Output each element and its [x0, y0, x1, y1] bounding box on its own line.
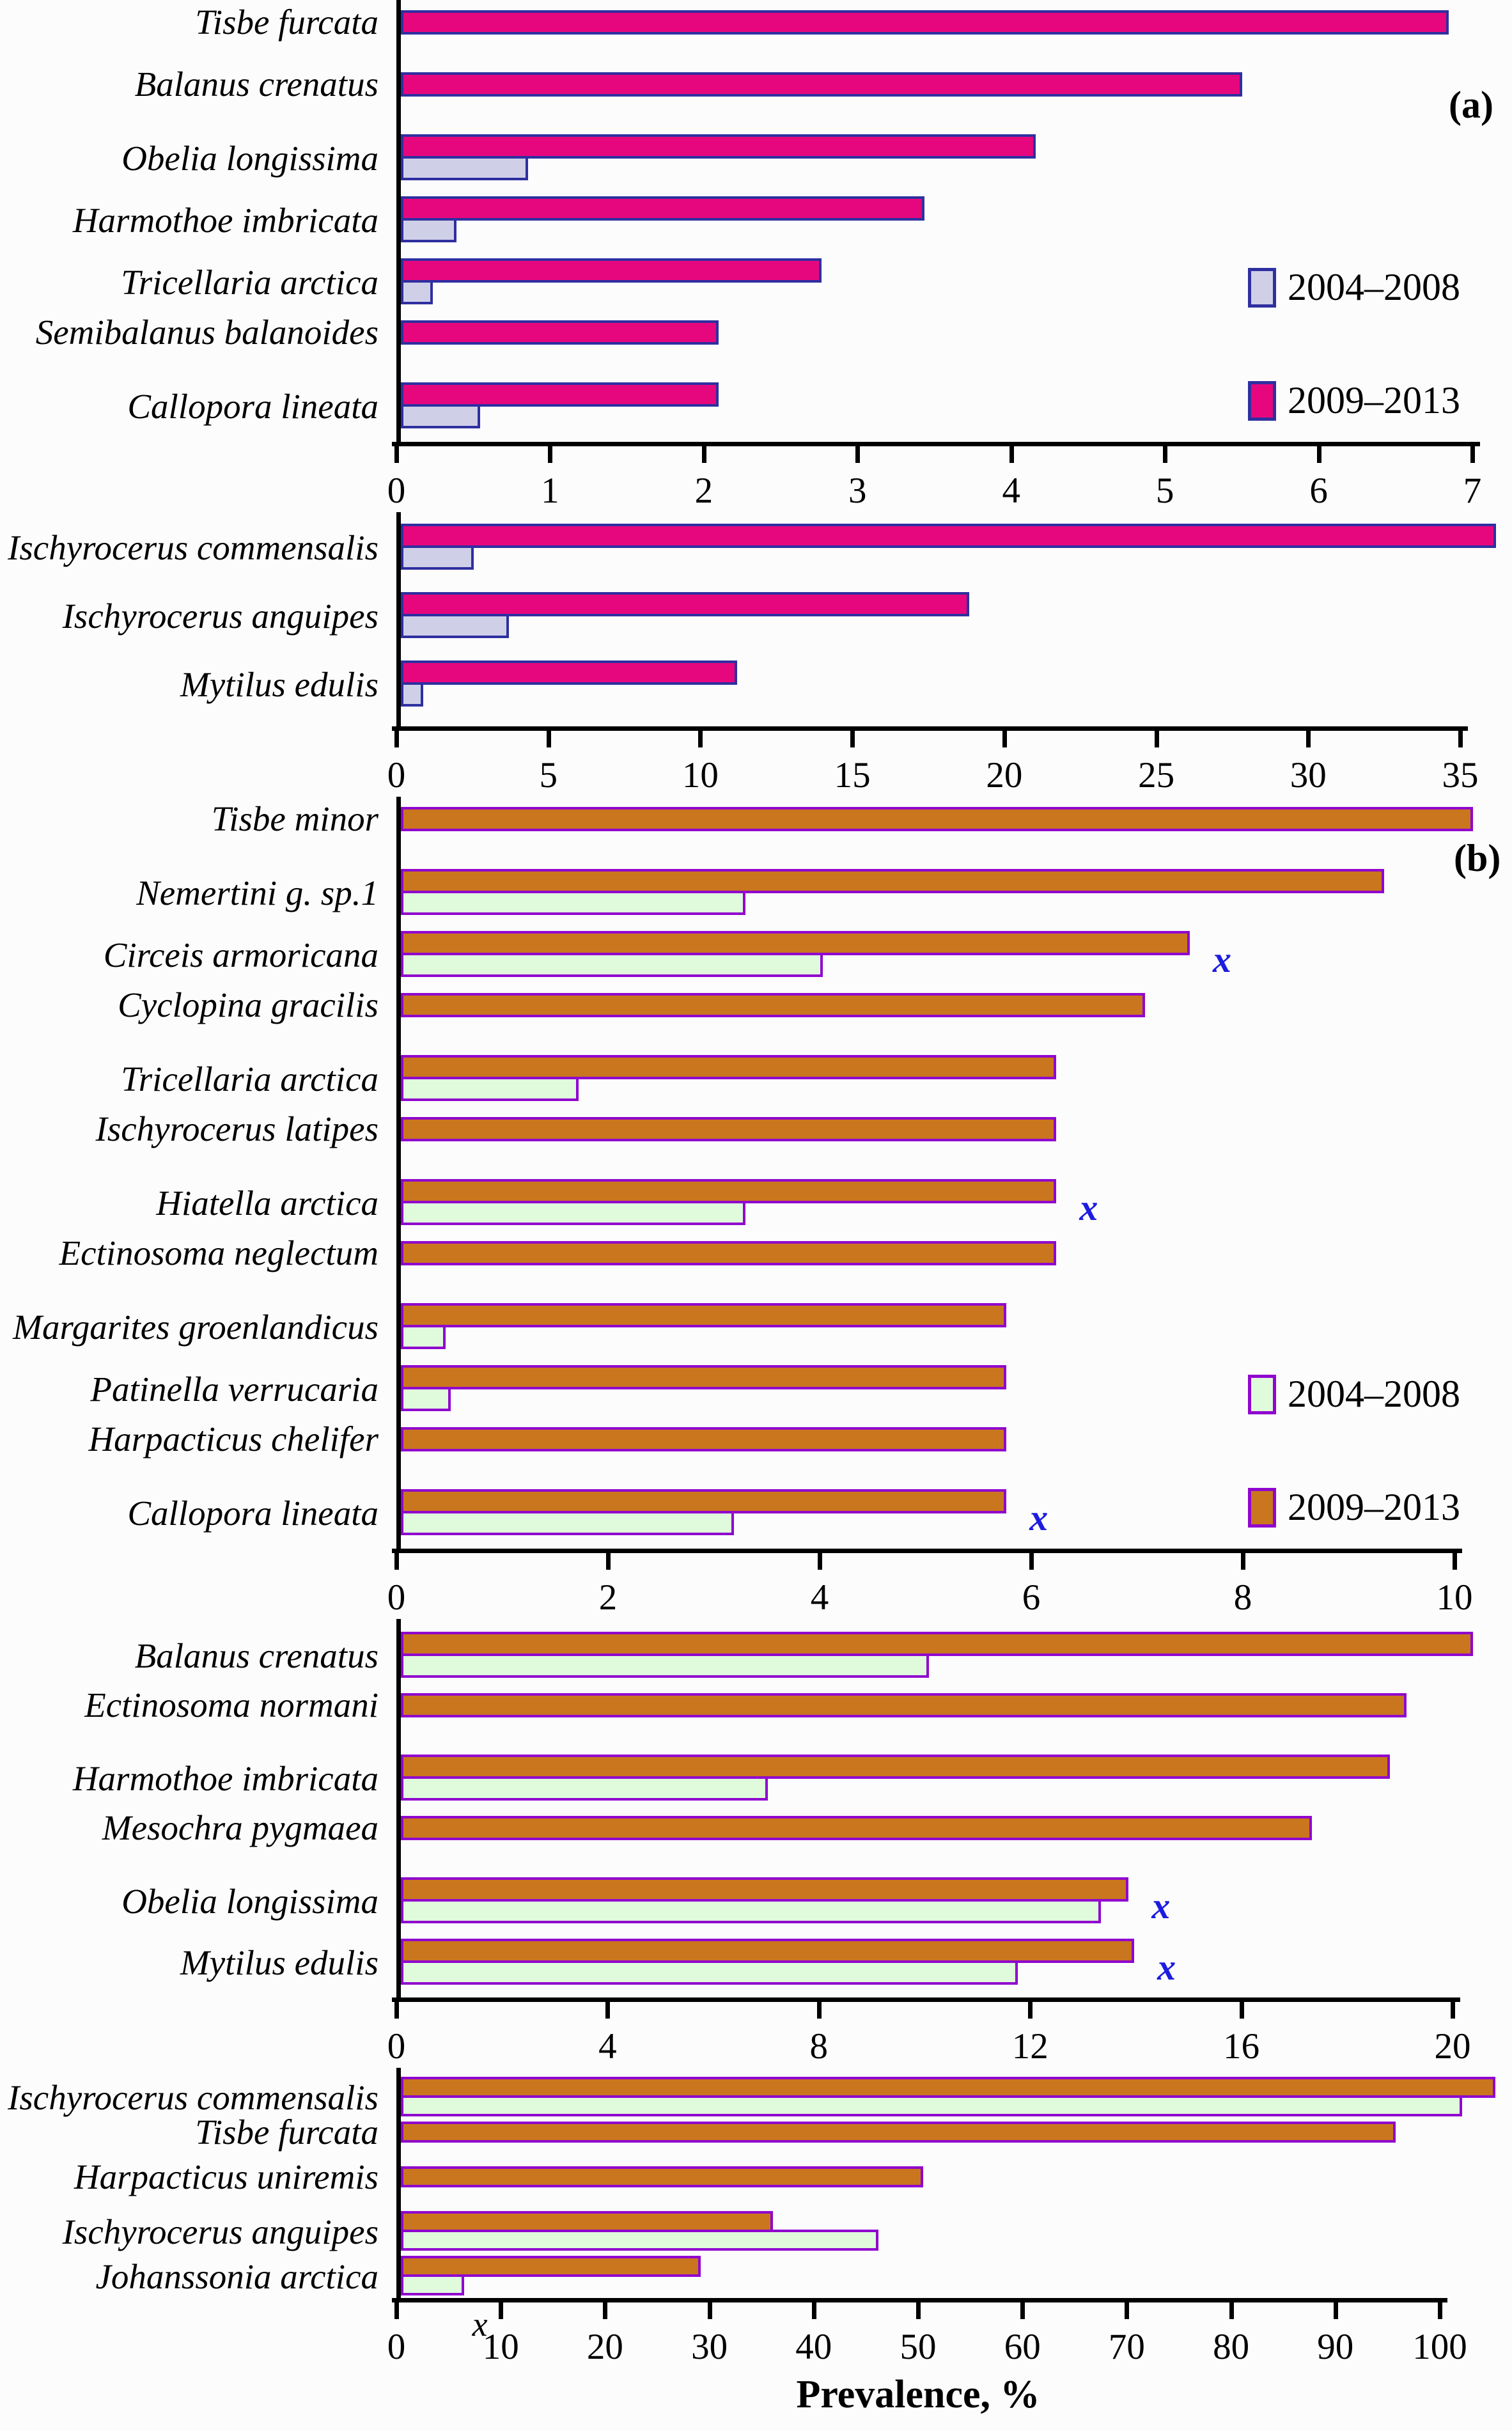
x-axis-tick — [1163, 446, 1167, 463]
category-row — [62, 590, 1512, 658]
x-axis-tick-label: 4 — [1002, 471, 1020, 511]
significance-x-marker: x — [1151, 1885, 1171, 1927]
x-axis-line — [392, 1549, 1462, 1553]
category-label: Ischyrocerus commensalis — [8, 2078, 378, 2118]
category-row — [95, 1109, 1512, 1176]
x-axis-tick — [855, 446, 860, 463]
category-row — [84, 1685, 1512, 1752]
x-axis-tick — [605, 2002, 610, 2019]
legend-a1 — [1248, 265, 1460, 423]
bar-2004-2008 — [401, 280, 433, 304]
bar-2009-2013 — [401, 1303, 1006, 1327]
bar-group — [401, 196, 1512, 245]
x-axis-b1 — [387, 1549, 1512, 1619]
bar-2004-2008 — [401, 545, 474, 570]
x-axis-tick — [708, 2302, 712, 2319]
x-axis-tick-label: 2 — [598, 1577, 618, 1618]
bar-group — [401, 524, 1512, 572]
bar-group — [401, 2256, 1512, 2298]
x-axis-tick — [547, 731, 551, 747]
legend-label: 2009–2013 — [1288, 379, 1460, 421]
x-axis-tick-label: 6 — [1309, 471, 1328, 511]
bar-group — [401, 134, 1512, 183]
bar-group — [401, 2077, 1512, 2119]
bar-group — [401, 1816, 1512, 1840]
category-label: Tisbe furcata — [195, 2112, 378, 2152]
x-axis-tick — [548, 446, 552, 463]
category-label: Circeis armoricana — [103, 935, 378, 975]
chart-b1 — [0, 797, 1512, 1619]
x-axis-tick-label: 7 — [1463, 471, 1482, 511]
chart-b3 — [0, 2068, 1512, 2418]
bar-2004-2008 — [401, 614, 509, 638]
bar-2004-2008 — [401, 1077, 579, 1101]
axis-x-annotation: x — [472, 2305, 488, 2343]
bar-group — [401, 1179, 1512, 1228]
bar-group — [401, 869, 1512, 918]
x-axis-tick-label: 15 — [834, 755, 871, 795]
bar-group — [401, 10, 1512, 35]
bar-group — [401, 2166, 1512, 2187]
category-label: Harpacticus uniremis — [74, 2157, 378, 2196]
bar-2009-2013 — [401, 1427, 1006, 1451]
bar-2004-2008 — [401, 1776, 768, 1801]
x-axis-tick — [603, 2302, 607, 2319]
bar-group — [401, 2122, 1512, 2143]
x-axis-line — [392, 2298, 1447, 2302]
bar-2004-2008 — [401, 156, 528, 180]
bar-2009-2013 — [401, 592, 969, 616]
bar-2009-2013 — [401, 10, 1449, 35]
x-axis-tick — [817, 2002, 822, 2019]
bar-2004-2008 — [401, 1653, 929, 1678]
category-label: Tricellaria arctica — [121, 263, 378, 302]
x-axis-tick-label: 20 — [986, 755, 1023, 795]
bar-2009-2013 — [401, 196, 924, 221]
bar-group — [401, 72, 1512, 97]
chart-b2 — [0, 1619, 1512, 2068]
x-axis-tick-label: 40 — [795, 2327, 832, 2367]
legend-label: 2004–2008 — [1288, 266, 1460, 308]
x-axis-tick-label: 30 — [1290, 755, 1327, 795]
significance-x-marker: x — [1029, 1497, 1048, 1538]
category-row — [8, 521, 1512, 590]
bar-2009-2013 — [401, 931, 1190, 955]
x-axis-tick-label: 70 — [1108, 2327, 1145, 2367]
x-axis-tick — [1009, 446, 1014, 463]
x-axis-tick — [850, 731, 855, 747]
x-axis-tick — [394, 2302, 399, 2319]
category-label: Ischyrocerus anguipes — [62, 2212, 378, 2252]
x-axis-tick-label: 8 — [1233, 1577, 1252, 1618]
category-row — [8, 2074, 1512, 2119]
plot-area-a2 — [8, 512, 1512, 726]
panel-label-a1: (a) — [1449, 84, 1493, 126]
category-row — [121, 132, 1512, 194]
bar-group — [401, 1303, 1512, 1352]
x-axis-tick — [1453, 1553, 1457, 1570]
x-axis-tick-label: 90 — [1317, 2327, 1354, 2367]
x-axis-tick — [499, 2302, 503, 2319]
plot-area-b2 — [72, 1619, 1512, 1997]
panel-label-b1: (b) — [1454, 837, 1501, 879]
x-axis-tick — [1334, 2302, 1338, 2319]
bar-group — [401, 661, 1512, 709]
x-axis-tick-label: 0 — [387, 471, 406, 511]
bar-2009-2013 — [401, 1755, 1390, 1779]
x-axis-tick — [1451, 2002, 1455, 2019]
x-axis-a1 — [387, 442, 1512, 512]
bar-2009-2013 — [401, 1489, 1006, 1513]
x-axis-tick — [1125, 2302, 1129, 2319]
category-row — [156, 1176, 1512, 1239]
category-row — [74, 2157, 1512, 2208]
bar-2004-2008 — [401, 1960, 1018, 1985]
bar-2004-2008 — [401, 2095, 1462, 2116]
x-axis-tick-label: 0 — [387, 2026, 406, 2067]
legend-swatch-2004-2008 — [1248, 268, 1276, 308]
category-row — [195, 3, 1512, 70]
x-axis-b2 — [387, 1997, 1512, 2068]
x-axis-tick — [1438, 2302, 1442, 2319]
x-axis-tick — [818, 1553, 822, 1570]
x-axis-tick-label: 10 — [482, 2327, 519, 2367]
legend-b1 — [1248, 1372, 1460, 1529]
x-axis-tick-label: 0 — [387, 755, 406, 795]
x-axis-tick-label: 80 — [1213, 2327, 1250, 2367]
bar-2009-2013 — [401, 134, 1036, 159]
bar-group — [401, 1241, 1512, 1265]
x-axis-tick-label: 1 — [541, 471, 559, 511]
x-axis-tick-label: 10 — [1436, 1577, 1473, 1618]
bar-2009-2013 — [401, 1055, 1056, 1079]
legend-item — [1248, 379, 1460, 423]
bar-group — [401, 1755, 1512, 1803]
bar-2004-2008 — [401, 1387, 451, 1411]
category-row — [13, 1301, 1512, 1363]
x-axis-tick-label: 60 — [1004, 2327, 1041, 2367]
category-label: Callopora lineata — [127, 387, 378, 426]
legend-swatch-2009-2013 — [1248, 1488, 1276, 1528]
bar-2004-2008 — [401, 891, 745, 915]
bar-group — [401, 592, 1512, 641]
category-row — [121, 1875, 1512, 1936]
category-row — [136, 866, 1512, 928]
x-axis-tick — [1458, 731, 1463, 747]
bar-group — [401, 1117, 1512, 1141]
category-label: Margarites groenlandicus — [13, 1308, 378, 1347]
bar-group — [401, 1632, 1512, 1680]
x-axis-tick — [1470, 446, 1475, 463]
bar-2009-2013 — [401, 382, 719, 407]
bar-2009-2013 — [401, 258, 822, 283]
x-axis-tick — [916, 2302, 921, 2319]
bar-group — [401, 1877, 1512, 1926]
x-axis-line — [392, 1997, 1460, 2002]
x-axis-tick — [606, 1553, 611, 1570]
category-row — [211, 799, 1512, 866]
x-axis-tick-label: 100 — [1412, 2327, 1467, 2367]
x-axis-tick — [1002, 731, 1007, 747]
x-axis-tick — [1029, 1553, 1034, 1570]
bar-2004-2008 — [401, 1511, 734, 1535]
category-label: Mytilus edulis — [180, 1943, 378, 1983]
x-axis-title: Prevalence, % — [796, 2373, 1040, 2416]
x-axis-tick — [702, 446, 706, 463]
x-axis-tick-label: 20 — [586, 2327, 623, 2367]
category-label: Hiatella arctica — [156, 1184, 378, 1223]
category-label: Obelia longissima — [121, 1882, 378, 1921]
bar-group — [401, 931, 1512, 980]
legend-item — [1248, 1372, 1460, 1416]
legend-swatch-2004-2008 — [1248, 1375, 1276, 1414]
category-row — [59, 1233, 1512, 1301]
category-label: Harmothoe imbricata — [72, 201, 378, 240]
category-label: Ischyrocerus commensalis — [8, 528, 378, 568]
significance-x-marker: x — [1157, 1946, 1176, 1988]
x-axis-tick — [1241, 1553, 1245, 1570]
category-label: Mesochra pygmaea — [102, 1808, 378, 1848]
category-label: Johanssonia arctica — [95, 2257, 378, 2297]
legend-label: 2009–2013 — [1288, 1486, 1460, 1528]
x-axis-b3 — [387, 2298, 1512, 2368]
x-axis-tick-label: 16 — [1223, 2026, 1260, 2067]
x-axis-tick — [698, 731, 703, 747]
bar-2004-2008 — [401, 953, 823, 977]
category-row — [95, 2253, 1512, 2298]
category-label: Callopora lineata — [127, 1494, 378, 1533]
category-row — [121, 1052, 1512, 1114]
x-axis-tick-label: 2 — [694, 471, 713, 511]
bar-group — [401, 1939, 1512, 1987]
bar-2009-2013 — [401, 1816, 1312, 1840]
significance-x-marker: x — [1212, 939, 1231, 980]
x-axis-tick — [394, 446, 399, 463]
bar-2009-2013 — [401, 1365, 1006, 1389]
category-label: Harmothoe imbricata — [72, 1759, 378, 1799]
bar-2004-2008 — [401, 2274, 464, 2295]
x-axis-tick-label: 25 — [1138, 755, 1175, 795]
chart-a2 — [0, 512, 1512, 797]
x-axis-tick — [394, 1553, 399, 1570]
category-row — [72, 1752, 1512, 1813]
x-axis-tick-label: 35 — [1442, 755, 1479, 795]
x-axis-tick-label: 6 — [1022, 1577, 1041, 1618]
bar-2009-2013 — [401, 807, 1473, 831]
bar-group — [401, 1693, 1512, 1717]
category-row — [180, 658, 1512, 726]
category-label: Patinella verrucaria — [90, 1370, 378, 1409]
bar-2009-2013 — [401, 1179, 1056, 1203]
category-row — [103, 928, 1512, 990]
bar-2004-2008 — [401, 404, 480, 428]
category-row — [195, 2112, 1512, 2164]
x-axis-tick-label: 30 — [691, 2327, 728, 2367]
bar-2009-2013 — [401, 1117, 1056, 1141]
category-label: Tisbe minor — [211, 799, 378, 839]
category-label: Ectinosoma neglectum — [59, 1233, 378, 1273]
significance-x-marker: x — [1079, 1187, 1098, 1228]
category-label: Ischyrocerus anguipes — [62, 597, 378, 636]
category-row — [118, 985, 1512, 1052]
category-label: Harpacticus chelifer — [88, 1419, 378, 1459]
bar-2009-2013 — [401, 1632, 1473, 1656]
x-axis-tick-label: 8 — [809, 2026, 829, 2067]
category-label: Ectinosoma normani — [84, 1685, 378, 1725]
x-axis-tick — [1020, 2302, 1025, 2319]
bar-2004-2008 — [401, 1899, 1101, 1923]
category-row — [102, 1808, 1512, 1875]
category-row — [72, 194, 1512, 256]
x-axis-tick — [812, 2302, 816, 2319]
x-axis-tick-label: 20 — [1434, 2026, 1471, 2067]
bar-group — [401, 1055, 1512, 1104]
bar-2009-2013 — [401, 1241, 1056, 1265]
x-axis-tick-label: 12 — [1011, 2026, 1048, 2067]
chart-a1 — [0, 0, 1512, 512]
x-axis-tick — [1306, 731, 1311, 747]
x-axis-tick — [394, 731, 399, 747]
category-label: Semibalanus balanoides — [35, 313, 378, 352]
bar-2004-2008 — [401, 1201, 745, 1225]
x-axis-tick — [1028, 2002, 1033, 2019]
x-axis-tick-label: 3 — [848, 471, 867, 511]
bar-2009-2013 — [401, 869, 1384, 893]
category-label: Tricellaria arctica — [121, 1059, 378, 1099]
x-axis-tick-label: 50 — [900, 2327, 937, 2367]
bar-2004-2008 — [401, 682, 423, 707]
bar-group — [401, 993, 1512, 1017]
bar-2009-2013 — [401, 524, 1496, 548]
x-axis-tick-label: 5 — [539, 755, 557, 795]
category-row — [134, 1629, 1512, 1691]
x-axis-tick — [1317, 446, 1321, 463]
legend-swatch-2009-2013 — [1248, 381, 1276, 421]
x-axis-tick — [394, 2002, 399, 2019]
bar-2004-2008 — [401, 2230, 878, 2251]
bar-2004-2008 — [401, 218, 456, 242]
bar-2009-2013 — [401, 2166, 923, 2187]
x-axis-tick — [1229, 2302, 1234, 2319]
category-row — [180, 1936, 1512, 1997]
x-axis-tick-label: 0 — [387, 2327, 406, 2367]
category-label: Balanus crenatus — [134, 1636, 378, 1676]
bar-2009-2013 — [401, 72, 1242, 97]
category-label: Mytilus edulis — [180, 665, 378, 705]
category-label: Ischyrocerus latipes — [95, 1109, 378, 1149]
bar-2009-2013 — [401, 1693, 1407, 1717]
category-label: Nemertini g. sp.1 — [136, 873, 378, 913]
x-axis-tick-label: 5 — [1155, 471, 1174, 511]
x-axis-tick-label: 4 — [810, 1577, 829, 1618]
x-axis-tick-label: 10 — [682, 755, 719, 795]
category-row — [62, 2208, 1512, 2253]
x-axis-tick-label: 4 — [598, 2026, 617, 2067]
legend-item — [1248, 265, 1460, 309]
category-label: Tisbe furcata — [195, 3, 378, 42]
x-axis-line — [392, 442, 1480, 446]
x-axis-tick — [1155, 731, 1159, 747]
bar-2004-2008 — [401, 1325, 446, 1349]
legend-item — [1248, 1485, 1460, 1529]
bar-2009-2013 — [401, 320, 719, 345]
category-label: Obelia longissima — [121, 139, 378, 178]
category-row — [134, 65, 1512, 132]
bar-2009-2013 — [401, 1877, 1128, 1902]
x-axis-a2 — [387, 726, 1512, 797]
legend-label: 2004–2008 — [1288, 1373, 1460, 1415]
plot-area-b3 — [8, 2068, 1512, 2298]
x-axis-tick — [1240, 2002, 1244, 2019]
bar-2009-2013 — [401, 1939, 1134, 1963]
category-label: Cyclopina gracilis — [118, 985, 378, 1025]
x-axis-tick-label: 0 — [387, 1577, 406, 1618]
bar-group — [401, 2211, 1512, 2253]
category-label: Balanus crenatus — [134, 65, 378, 104]
bar-group — [401, 807, 1512, 831]
bar-2009-2013 — [401, 2122, 1396, 2143]
bar-2009-2013 — [401, 661, 737, 685]
bar-2009-2013 — [401, 993, 1145, 1017]
x-axis-line — [392, 726, 1468, 731]
